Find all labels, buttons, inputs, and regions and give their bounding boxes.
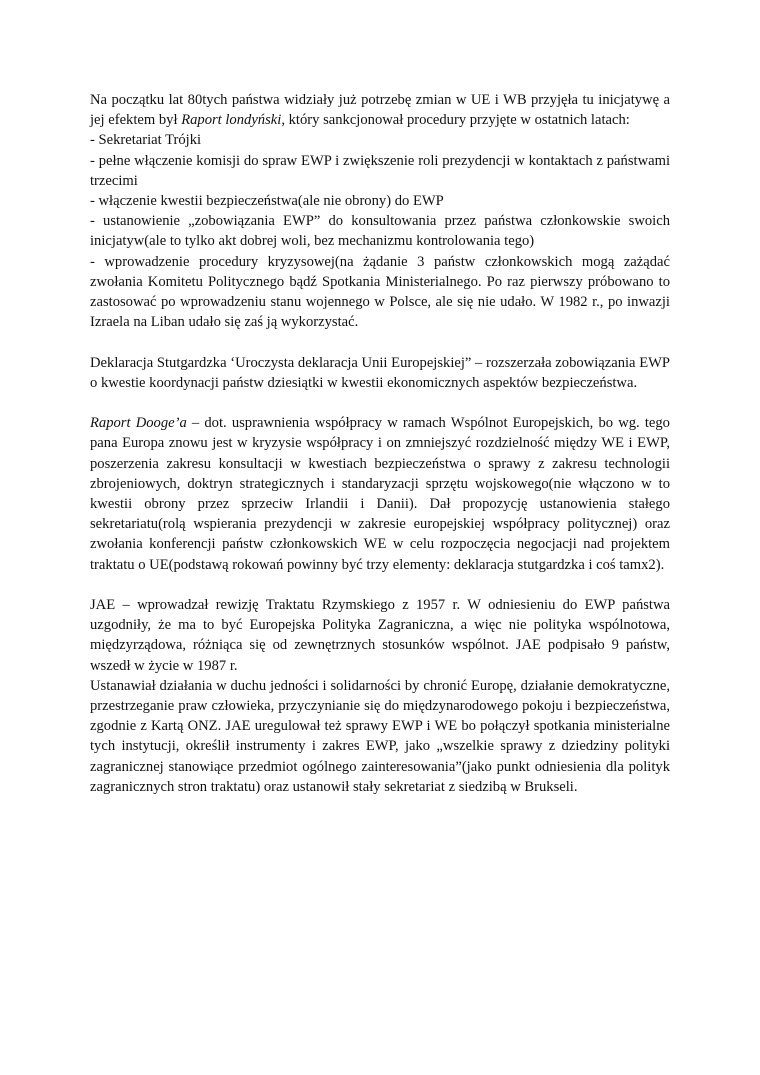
intro-text-after: , który sankcjonował procedury przyjęte w ostatnich latach: — [281, 112, 630, 129]
document-page — [90, 90, 670, 797]
stuttgart-declaration-paragraph: Deklaracja Stutgardzka ‘Uroczysta deklaracja Unii Europejskiej” – rozszerzała zobowiązania EWP o kwestie koordynacji państw dziesiątki w kwestii ekonomicznych aspektów bezpieczeństwa. — [90, 354, 670, 391]
list-item: - ustanowienie „zobowiązania EWP” do konsultowania przez państwa członkowskie swoich inicjatyw(ale to tylko akt dobrej woli, bez mechanizmu kontrolowania tego) — [90, 213, 670, 250]
paragraph-gap — [90, 393, 670, 413]
jae-paragraph-1: JAE – wprowadzał rewizję Traktatu Rzymskiego z 1957 r. W odniesieniu do EWP państwa uzgodniły, że ma to być Europejska Polityka Zagraniczna, a więc nie polityka wspólnotowa, międzyrządowa, różniąca się od zewnętrznych stosunków wspólnot. JAE podpisało 9 państw, wszedł w życie w 1987 r. — [90, 597, 670, 674]
intro-text-before: Na początku lat 80tych państwa widziały już potrzebę zmian w UE i WB przyjęła tu inicjatywę a jej efektem był — [90, 92, 670, 129]
list-item: - pełne włączenie komisji do spraw EWP i zwiększenie roli prezydencji w kontaktach z państwami trzecimi — [90, 152, 670, 189]
london-report-intro — [90, 90, 670, 130]
dooge-report-title: Raport Dooge’a — [90, 415, 187, 432]
dooge-report-text: – dot. usprawnienia współpracy w ramach Wspólnot Europejskich, bo wg. tego pana Europa znowu jest w kryzysie współpracy i on zmniejszyć rozdzielność między WE i EWP, poszerzenia zakresu konsultacji w kwestiach bezpieczeństwa o sprawy z zakresu technologii zbrojeniowych, doktryn strategicznych i standaryzacji sprzętu wojskowego(nie włączono w to kwestii obrony przez sprzeciw Irlandii i Danii). Dał propozycję ustanowienia stałego sekretariatu(rolą wspierania prezydencji w zakresie europejskiej współpracy politycznej) oraz zwołania konferencji państw członkowskich WE w celu rozpoczęcia negocjacji nad projektem traktatu o UE(podstawą rokowań powinny być trzy elementy: deklaracja stutgardzka i coś tamx2). — [90, 415, 670, 573]
paragraph-gap — [90, 332, 670, 352]
list-item: - wprowadzenie procedury kryzysowej(na żądanie 3 państw członkowskich mogą zażądać zwołania Komitetu Politycznego bądź Spotkania Ministerialnego. Po raz pierwszy próbowano to zastosować po wprowadzeniu stanu wojennego w Polsce, ale się nie udało. W 1982 r., po inwazji Izraela na Liban udało się zaś ją wykorzystać. — [90, 253, 670, 331]
jae-paragraph-2: Ustanawiał działania w duchu jedności i solidarności by chronić Europę, działanie demokratyczne, przestrzeganie praw człowieka, przyczynianie się do międzynarodowego pokoju i bezpieczeństwa, zgodnie z Kartą ONZ. JAE uregulował też sprawy EWP i WE bo połączył spotkania ministerialne tych instytucji, określił instrumenty i zakres EWP, jako „wszelkie sprawy z dziedziny polityki zagranicznej stanowiące przedmiot ogólnego zainteresowania”(jako punkt odniesienia dla polityk zagranicznych stron traktatu) oraz ustanowił stały sekretariat z siedzibą w Brukseli. — [90, 677, 670, 795]
paragraph-gap — [90, 575, 670, 595]
list-item: - włączenie kwestii bezpieczeństwa(ale nie obrony) do EWP — [90, 193, 444, 210]
london-report-title: Raport londyński — [181, 112, 282, 129]
list-item: - Sekretariat Trójki — [90, 132, 202, 149]
dooge-report-paragraph — [90, 413, 670, 575]
